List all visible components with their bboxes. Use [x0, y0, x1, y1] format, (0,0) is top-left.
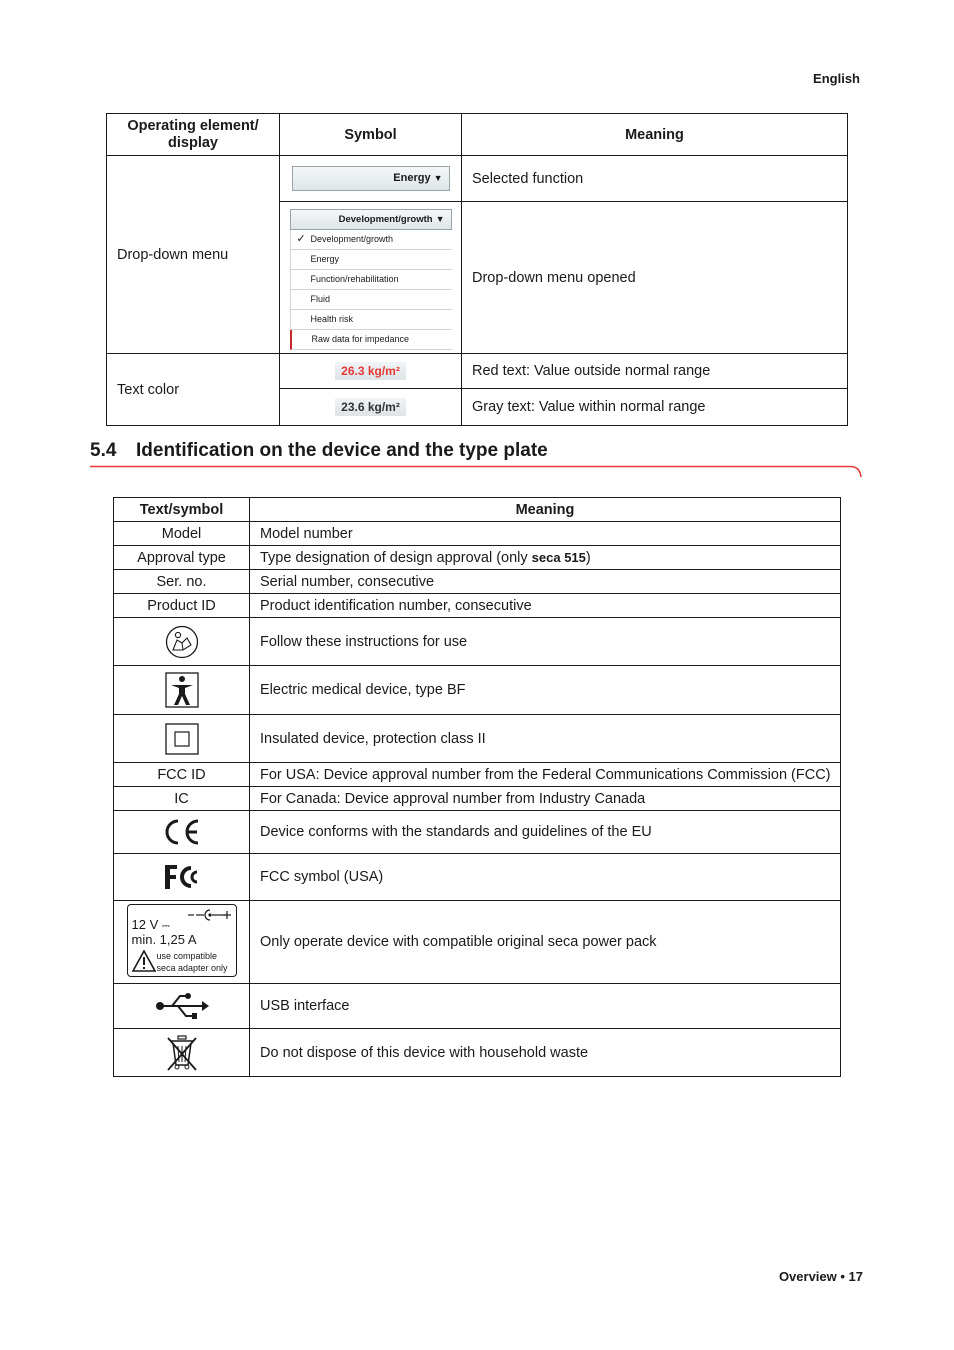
meaning-text: Device conforms with the standards and guidelines of the EU — [250, 811, 841, 854]
table-row — [114, 901, 841, 984]
table-row — [114, 522, 841, 546]
meaning-text: Do not dispose of this device with household waste — [250, 1029, 841, 1077]
instructions-icon — [165, 625, 199, 659]
operating-elements-table — [106, 113, 848, 426]
dropdown-closed-meaning: Selected function — [462, 156, 848, 202]
language-label: English — [813, 71, 860, 86]
col-header-text-symbol: Text/symbol — [114, 498, 250, 522]
dropdown-open-graphic — [290, 209, 452, 350]
polarity-icon — [186, 907, 234, 923]
meaning-text: Serial number, consecutive — [250, 570, 841, 594]
warning-icon — [132, 950, 156, 972]
symbol-text: Product ID — [114, 594, 250, 618]
weee-bin-icon — [164, 1034, 200, 1072]
meaning-text: Only operate device with compatible original seca power pack — [250, 901, 841, 984]
power-pack-label-icon — [127, 904, 237, 977]
table-row — [114, 546, 841, 570]
dropdown-element-cell: Drop-down menu — [107, 156, 280, 354]
meaning-text: Electric medical device, type BF — [250, 666, 841, 715]
section-number: 5.4 — [90, 440, 117, 461]
table-row — [114, 594, 841, 618]
dropdown-closed-symbol — [280, 156, 462, 202]
table-row — [114, 1029, 841, 1077]
meaning-text: For Canada: Device approval number from Industry Canada — [250, 787, 841, 811]
page-footer: Overview • 17 — [778, 1269, 863, 1284]
table-row — [114, 570, 841, 594]
dropdown-open-symbol — [280, 202, 462, 354]
symbol-text: Ser. no. — [114, 570, 250, 594]
symbol-text: Model — [114, 522, 250, 546]
label-voltage: 12 V ⎓ — [131, 916, 170, 932]
text-color-element-cell: Text color — [107, 354, 280, 426]
symbol-text: FCC ID — [114, 763, 250, 787]
dropdown-item: Energy — [290, 250, 452, 270]
meaning-text: Type designation of design approval (only seca 515) — [250, 546, 841, 570]
gray-value: 23.6 kg/m² — [335, 398, 406, 416]
dropdown-item: Health risk — [290, 310, 452, 330]
meaning-text: Model number — [250, 522, 841, 546]
table-row — [114, 854, 841, 901]
dropdown-closed-graphic: Energy ▼ — [292, 166, 450, 191]
table-row — [114, 715, 841, 763]
dropdown-item: Function/rehabilitation — [290, 270, 452, 290]
usb-icon — [154, 992, 210, 1020]
meaning-text: For USA: Device approval number from the Federal Communications Commission (FCC) — [250, 763, 841, 787]
table-row — [114, 618, 841, 666]
symbol-text: IC — [114, 787, 250, 811]
dropdown-item: Fluid — [290, 290, 452, 310]
table-row — [114, 763, 841, 787]
dropdown-item: ✓ Development/growth — [290, 230, 452, 250]
red-value: 26.3 kg/m² — [335, 362, 406, 380]
table-row — [114, 787, 841, 811]
col-header-meaning: Meaning — [250, 498, 841, 522]
ce-mark-icon — [162, 818, 202, 846]
dropdown-open-meaning: Drop-down menu opened — [462, 202, 848, 354]
gray-value-meaning: Gray text: Value within normal range — [462, 389, 848, 426]
check-icon: ✓ — [296, 233, 306, 245]
gray-value-symbol — [280, 389, 462, 426]
type-bf-icon — [165, 672, 199, 708]
section-title: Identification on the device and the type plate — [136, 440, 548, 461]
table-row — [114, 811, 841, 854]
col-header-symbol: Symbol — [280, 114, 462, 156]
section-rule — [90, 465, 862, 479]
symbol-text: Approval type — [114, 546, 250, 570]
meaning-text: Product identification number, consecutive — [250, 594, 841, 618]
section-heading — [90, 440, 548, 462]
meaning-text: USB interface — [250, 984, 841, 1029]
red-value-symbol — [280, 354, 462, 389]
fcc-logo-icon — [163, 863, 201, 891]
col-header-element: Operating element/ display — [107, 114, 280, 156]
meaning-text: FCC symbol (USA) — [250, 854, 841, 901]
table-row — [114, 666, 841, 715]
type-plate-table — [113, 497, 841, 1077]
dropdown-open-head: Development/growth ▼ — [290, 209, 452, 230]
meaning-text: Insulated device, protection class II — [250, 715, 841, 763]
label-current: min. 1,25 A — [131, 931, 197, 947]
table-row — [114, 984, 841, 1029]
class-ii-icon — [165, 723, 199, 755]
meaning-text: Follow these instructions for use — [250, 618, 841, 666]
dropdown-item: Raw data for impedance — [290, 330, 452, 350]
label-note: use compatible seca adapter only — [156, 950, 228, 973]
col-header-meaning: Meaning — [462, 114, 848, 156]
red-value-meaning: Red text: Value outside normal range — [462, 354, 848, 389]
